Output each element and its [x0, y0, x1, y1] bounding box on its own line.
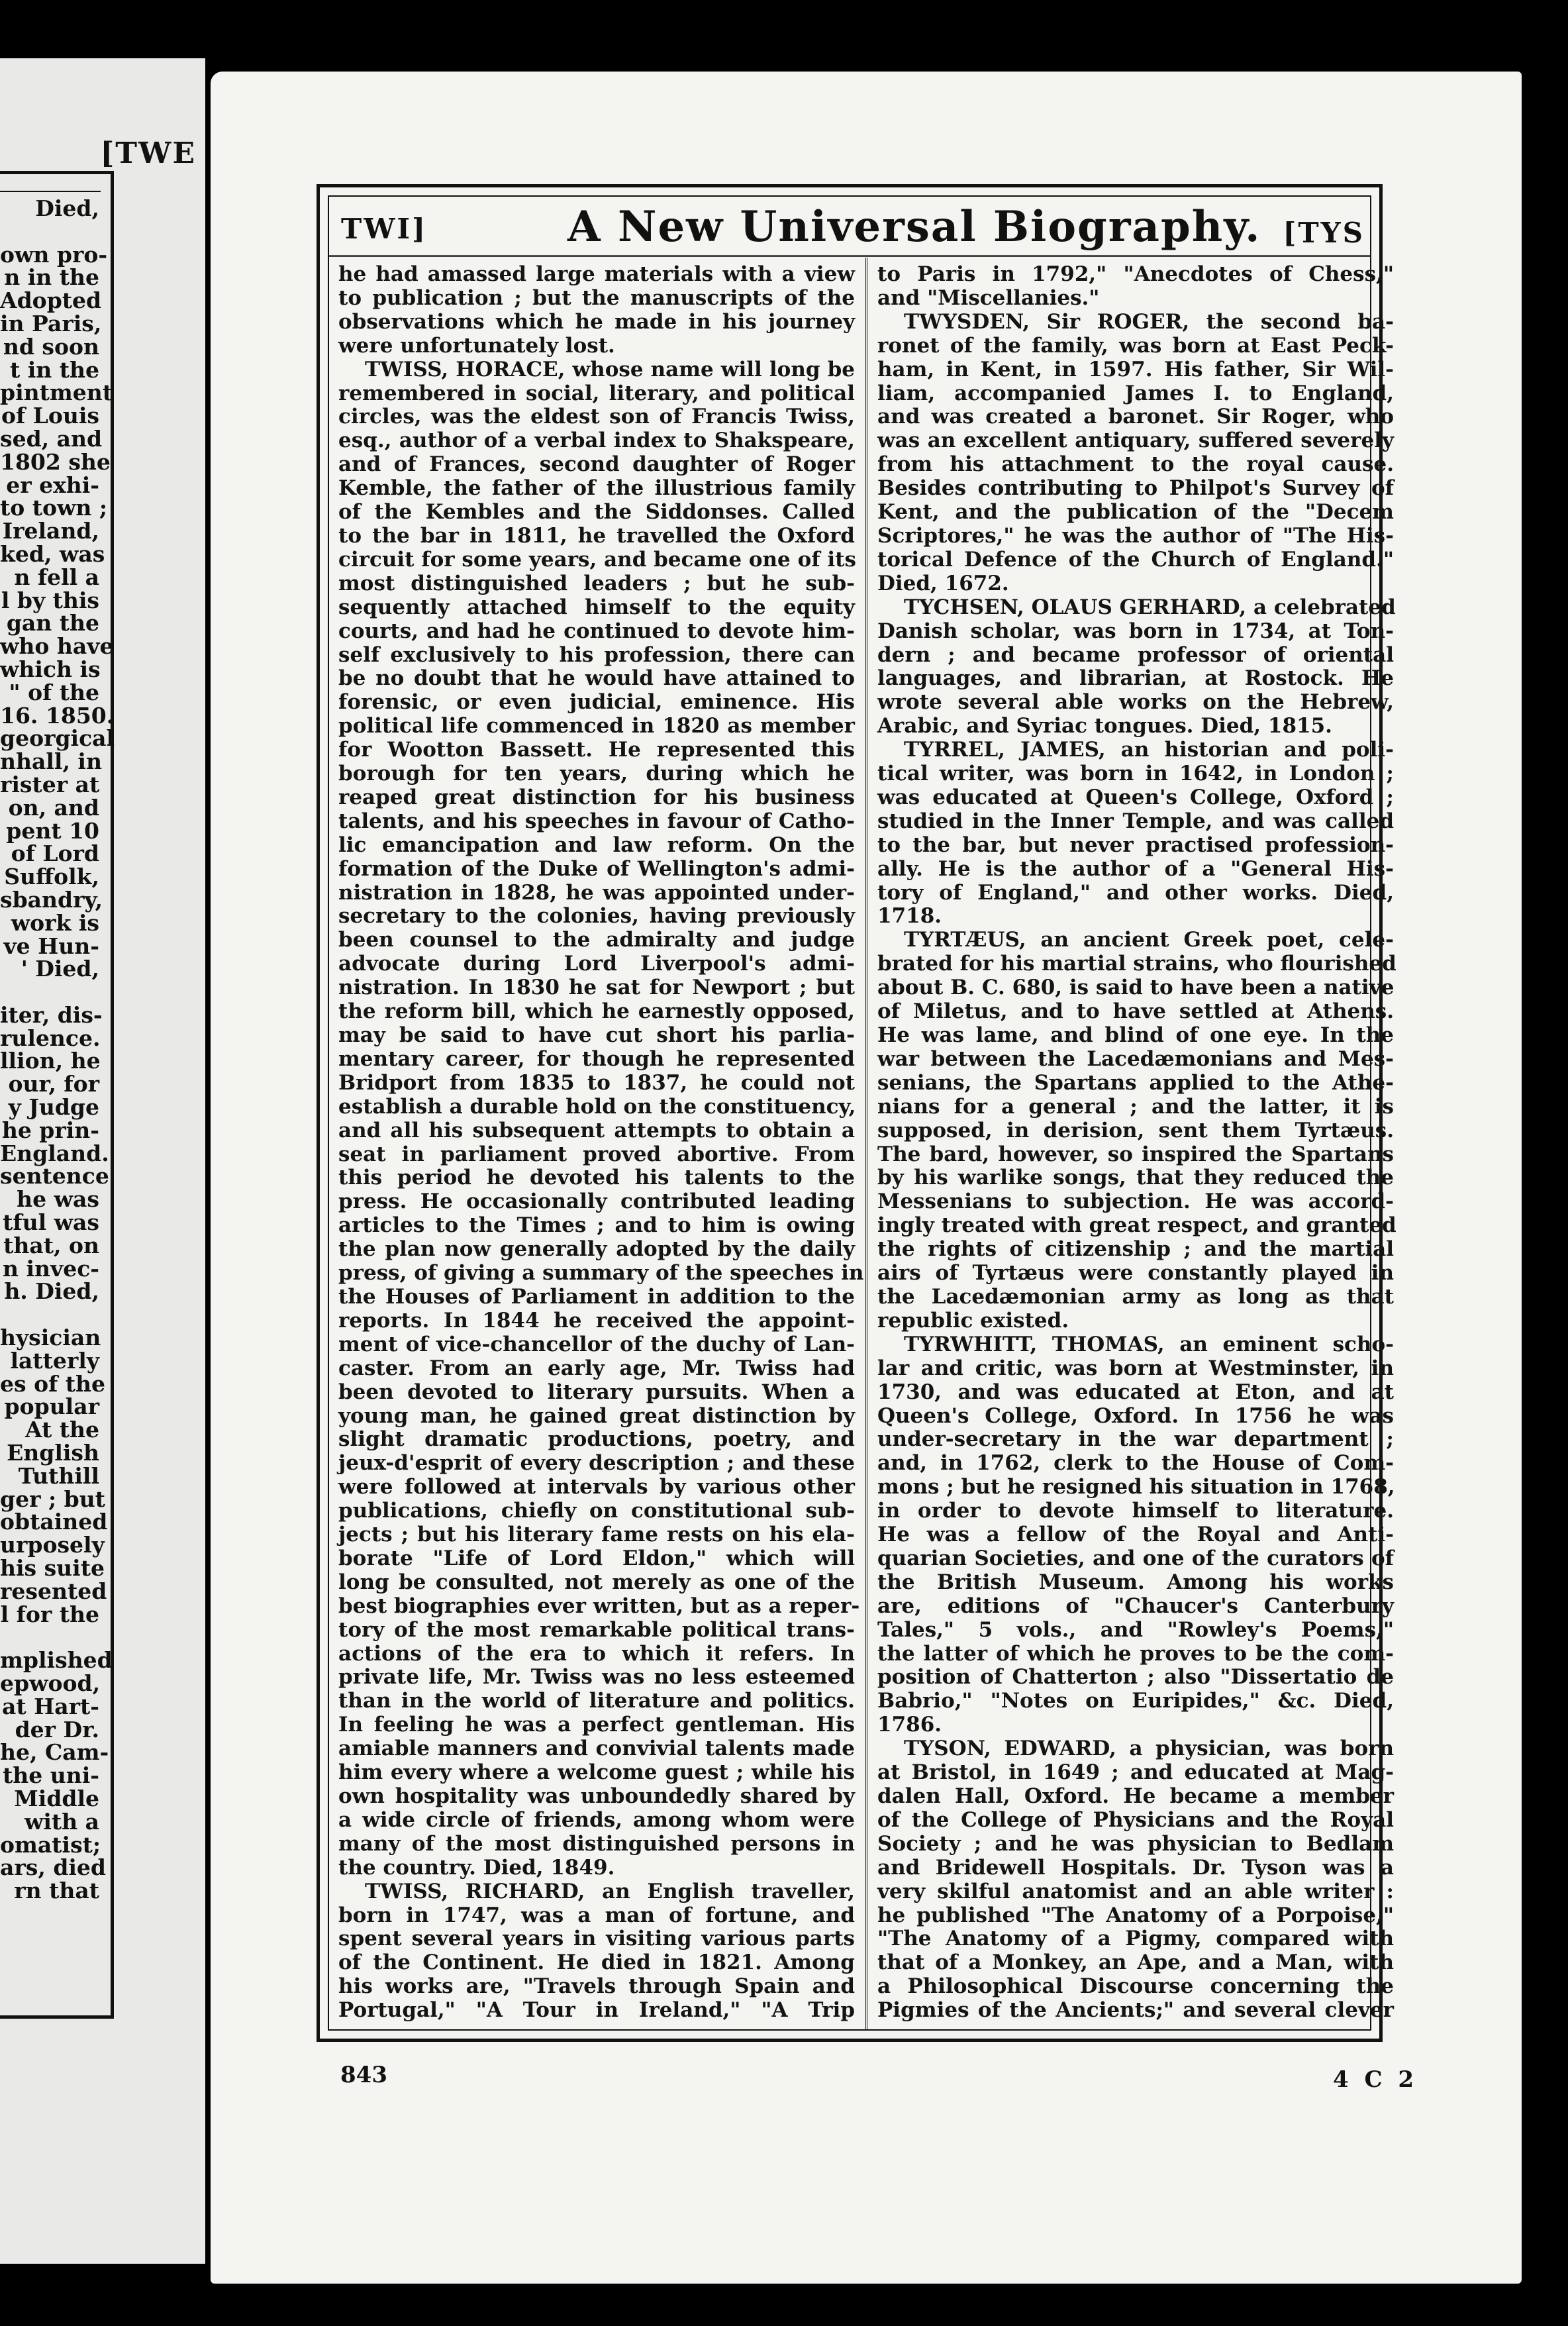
left-page-line: l by this	[1, 587, 99, 613]
right-column-line: very skilful anatomist and an able writer :	[877, 1879, 1394, 1903]
left-column-line: seat in parliament proved abortive. From	[338, 1142, 855, 1166]
page-frame	[317, 184, 1396, 2042]
right-column-line: 1786.	[877, 1713, 942, 1737]
left-page-line: he, Cam-	[0, 1739, 109, 1766]
left-column-line: to publication ; but the manuscripts of the	[338, 285, 855, 310]
left-page-line: he prin-	[1, 1117, 99, 1143]
left-page-line: sentence	[0, 1163, 109, 1189]
right-column-line: the latter of which he proves to be the com-	[877, 1641, 1394, 1666]
left-column-line: the plan now generally adopted by the daily	[338, 1237, 855, 1262]
right-column-line: at Bristol, in 1649 ; and educated at Mag-	[877, 1760, 1394, 1785]
left-column-line: reports. In 1844 he received the appoint-	[338, 1308, 855, 1333]
left-page-line: omatist;	[0, 1831, 101, 1858]
right-column-line: from his attachment to the royal cause.	[877, 452, 1394, 477]
left-column-line: most distinguished leaders ; but he sub-	[338, 571, 855, 595]
left-column-line: lic emancipation and law reform. On the	[338, 833, 855, 857]
left-page-line: er exhi-	[6, 472, 99, 498]
page-inner-frame	[328, 195, 1396, 2031]
right-column-line: was educated at Queen's College, Oxford ;	[877, 785, 1394, 809]
left-column	[338, 262, 864, 2023]
left-page-text	[0, 195, 115, 1904]
left-page-line: iter, dis-	[0, 1001, 103, 1028]
signature-mark: 4 C 2	[1333, 2066, 1418, 2093]
left-column-line: publications, chiefly on constitutional sub-	[338, 1499, 855, 1523]
right-column-line: Pigmies of the Ancients;" and several clever	[877, 1998, 1394, 2023]
left-column-line: of the Kembles and the Siddonses. Called	[338, 500, 855, 525]
right-column-line: of Miletus, and to have settled at Athens.	[877, 999, 1394, 1024]
left-column-line: and of Frances, second daughter of Roger	[338, 452, 855, 477]
right-column-line: lar and critic, was born at Westminster, in	[877, 1356, 1394, 1380]
left-page-line: rister at	[0, 771, 100, 797]
left-page-line: which is	[0, 656, 101, 682]
right-column-line: Danish scholar, was born in 1734, at Ton-	[877, 619, 1394, 643]
left-column-line: long be consulted, not merely as one of the	[338, 1570, 855, 1594]
right-column-line: tory of England," and other works. Died,	[877, 880, 1394, 905]
left-page-line: our, for	[8, 1071, 99, 1097]
left-column-line: secretary to the colonies, having previously	[338, 904, 855, 929]
left-page-line	[0, 221, 99, 244]
left-page-line: Adopted	[0, 287, 102, 314]
left-column-line: political life commenced in 1820 as member	[338, 714, 855, 738]
right-column-line: ingly treated with great respect, and granted	[877, 1213, 1396, 1238]
left-column-line: than in the world of literature and politics.	[338, 1689, 855, 1713]
left-page-line: who have	[0, 633, 114, 660]
left-column-line: his works are, "Travels through Spain and	[338, 1974, 855, 1999]
right-column-line: 1730, and was educated at Eton, and at	[877, 1380, 1394, 1404]
left-column-line: forensic, or even judicial, eminence. His	[338, 690, 855, 715]
left-column-line: been counsel to the admiralty and judge	[338, 928, 855, 952]
left-page-line	[0, 1303, 99, 1327]
right-column-line: and "Miscellanies."	[877, 285, 1100, 310]
left-column-line: remembered in social, literary, and political	[338, 381, 855, 405]
header-catchword-left: TWI]	[341, 213, 427, 245]
header-catchword-right: [TYS	[1283, 217, 1365, 249]
left-column-line: the reform bill, which he earnestly opposed,	[338, 999, 855, 1024]
left-column-line: press, of giving a summary of the speeches in	[338, 1261, 864, 1286]
left-column-line: jects ; but his literary fame rests on his ela-	[338, 1523, 855, 1547]
left-page-line: he was	[17, 1186, 99, 1213]
right-column-line: Messenians to subjection. He was accord-	[877, 1189, 1394, 1214]
right-column-line: of the College of Physicians and the Royal	[877, 1807, 1394, 1832]
left-column-line: born in 1747, was a man of fortune, and	[338, 1903, 855, 1927]
left-page-line: obtained	[0, 1509, 108, 1535]
left-column-line: of the Continent. He died in 1821. Among	[338, 1950, 855, 1975]
left-column-line: articles to the Times ; and to him is owing	[338, 1213, 855, 1238]
main-page	[211, 72, 1522, 2284]
right-column-line: brated for his martial strains, who flourished	[877, 952, 1396, 976]
left-column-line: a wide circle of friends, among whom were	[338, 1807, 855, 1832]
left-column-line: private life, Mr. Twiss was no less esteemed	[338, 1665, 855, 1690]
left-page-line: epwood,	[0, 1670, 101, 1696]
right-column-line: about B. C. 680, is said to have been a native	[877, 976, 1395, 1000]
left-page-line: ars, died	[0, 1854, 107, 1881]
right-column-line: Society ; and he was physician to Bedlam	[877, 1831, 1394, 1856]
left-column-line: esq., author of a verbal index to Shakspeare,	[338, 429, 855, 453]
right-column-line: "The Anatomy of a Pigmy, compared with	[877, 1927, 1394, 1951]
left-column-line: young man, he gained great distinction by	[338, 1403, 855, 1428]
right-column-line: He was a fellow of the Royal and Anti-	[877, 1523, 1394, 1547]
left-page-fragment	[0, 58, 205, 2264]
right-column	[877, 263, 1394, 2023]
right-column-line: TYCHSEN, OLAUS GERHARD, a celebrated	[904, 595, 1396, 619]
left-page-line: with a	[24, 1808, 99, 1835]
left-column-line: press. He occasionally contributed leading	[338, 1189, 855, 1214]
left-page-header: [TWE	[100, 136, 196, 170]
left-page-line: es of the	[0, 1370, 105, 1397]
left-column-line: formation of the Duke of Wellington's admi-	[338, 856, 855, 881]
left-page-line: l for the	[0, 1601, 99, 1627]
right-column-line: ham, in Kent, in 1597. His father, Sir Wil-	[877, 357, 1394, 381]
left-column-line: this period he devoted his talents to the	[338, 1166, 855, 1190]
right-column-line: quarian Societies, and one of the curators of	[877, 1546, 1394, 1570]
right-column-line: are, editions of "Chaucer's Canterbury	[877, 1593, 1394, 1618]
right-column-line: Tales," 5 vols., and "Rowley's Poems,"	[877, 1617, 1394, 1642]
left-column-line: best biographies ever written, but as a reper-	[338, 1593, 860, 1618]
left-page-line: y Judge	[8, 1094, 99, 1121]
left-page-line: in Paris,	[0, 310, 102, 336]
left-column-line: the Houses of Parliament in addition to the	[338, 1284, 855, 1309]
right-column-line: under-secretary in the war department ;	[877, 1427, 1394, 1452]
left-page-line: nd soon	[3, 333, 99, 360]
left-page-line: to town ;	[0, 495, 108, 521]
left-column-line: him every where a welcome guest ; while his	[338, 1760, 855, 1785]
right-column-line: and was created a baronet. Sir Roger, who	[877, 405, 1394, 429]
left-column-line: nistration in 1828, he was appointed under-	[338, 880, 855, 905]
left-page-line: his suite	[0, 1555, 105, 1582]
left-column-line: sequently attached himself to the equity	[338, 595, 855, 619]
left-page-line: " of the	[9, 679, 99, 705]
left-page-line: georgical	[0, 725, 115, 752]
right-column-line: Babrio," "Notes on Euripides," &c. Died,	[877, 1689, 1394, 1713]
left-column-line: been devoted to literary pursuits. When a	[338, 1380, 855, 1404]
left-column-line: were followed at intervals by various other	[338, 1475, 855, 1499]
left-column-line: TWISS, RICHARD, an English traveller,	[365, 1879, 855, 1903]
right-column-line: languages, and librarian, at Rostock. He	[877, 666, 1394, 691]
left-page-line	[0, 981, 99, 1004]
right-column-line: TYRWHITT, THOMAS, an eminent scho-	[904, 1332, 1394, 1356]
left-column-line: self exclusively to his profession, there can	[338, 642, 855, 667]
left-page-line: der Dr.	[15, 1716, 99, 1743]
right-column-line: tical writer, was born in 1642, in London ;	[877, 762, 1394, 786]
right-column-line: TYRREL, JAMES, an historian and poli-	[904, 738, 1394, 762]
left-page-line: work is	[11, 909, 99, 936]
right-column-line: position of Chatterton ; also "Dissertatio de	[877, 1665, 1394, 1690]
left-column-line: establish a durable hold on the constituency,	[338, 1094, 856, 1119]
left-page-line: urposely	[0, 1532, 105, 1558]
left-column-line: be no doubt that he would have attained to	[338, 666, 855, 691]
right-column-line: to the bar, but never practised profession-	[877, 833, 1394, 857]
left-page-line: of Lord	[11, 840, 99, 867]
right-column-line: airs of Tyrtæus were constantly played in	[877, 1261, 1394, 1286]
right-column-line: Arabic, and Syriac tongues. Died, 1815.	[877, 714, 1332, 738]
left-page-line: sed, and	[0, 425, 103, 452]
right-column-line: to Paris in 1792," "Anecdotes of Chess,"	[877, 262, 1394, 286]
left-column-line: many of the most distinguished persons in	[338, 1831, 855, 1856]
right-column-line: Died, 1672.	[877, 571, 1009, 595]
left-page-line: mplished	[0, 1647, 113, 1674]
left-column-line: nistration. In 1830 he sat for Newport ; but	[338, 976, 855, 1000]
column-divider	[865, 258, 867, 2029]
left-column-line: circuit for some years, and became one of its	[338, 547, 856, 572]
left-column-line: reaped great distinction for his business	[338, 785, 855, 809]
left-page-line: at Hart-	[1, 1693, 99, 1719]
right-column-line: He was lame, and blind of one eye. In the	[877, 1023, 1394, 1047]
right-column-line: dalen Hall, Oxford. He became a member	[877, 1784, 1394, 1808]
right-column-line: Kent, and the publication of the "Decem	[877, 500, 1394, 525]
right-column-line: and, in 1762, clerk to the House of Com-	[877, 1451, 1394, 1476]
left-page-line: sbandry,	[0, 886, 103, 913]
left-page-line: that, on	[3, 1232, 99, 1258]
left-column-line: talents, and his speeches in favour of Catho-	[338, 809, 855, 833]
left-page-line: ' Died,	[21, 956, 99, 982]
left-page-line: tful was	[3, 1209, 99, 1236]
left-page-line: ked, was	[0, 540, 105, 567]
left-column-line: mentary career, for though he represented	[338, 1046, 855, 1071]
left-page-line: pent 10	[6, 817, 99, 844]
right-column-line: TWYSDEN, Sir ROGER, the second ba-	[904, 309, 1394, 334]
left-page-line: Middle	[14, 1785, 99, 1811]
left-page-line: resented	[0, 1578, 107, 1604]
left-column-line: spent several years in visiting various parts	[338, 1927, 855, 1951]
right-column-line: senians, the Spartans applied to the Athe-	[877, 1070, 1394, 1095]
left-column-line: and all his subsequent attempts to obtain a	[338, 1118, 855, 1142]
right-column-line: in order to devote himself to literature.	[877, 1499, 1394, 1523]
left-page-line: nhall, in	[0, 748, 102, 775]
left-page-line: rn that	[14, 1878, 99, 1904]
right-column-line: ronet of the family, was born at East Peck-	[877, 333, 1394, 358]
left-page-line: llion, he	[0, 1048, 101, 1074]
right-column-line: torical Defence of the Church of England."	[877, 547, 1394, 572]
left-column-line: amiable manners and convivial talents made	[338, 1737, 855, 1761]
left-column-line: he had amassed large materials with a view	[338, 262, 855, 286]
right-column-line: ally. He is the author of a "General His-	[877, 856, 1394, 881]
left-page-line: h. Died,	[4, 1278, 99, 1305]
left-page-line: Tuthill	[18, 1462, 99, 1489]
left-column-line: observations which he made in his journey	[338, 309, 855, 334]
left-page-line: n invec-	[3, 1255, 99, 1282]
left-column-line: to the bar in 1811, he travelled the Oxford	[338, 523, 855, 548]
right-column-line: and Bridewell Hospitals. Dr. Tyson was a	[877, 1855, 1394, 1880]
left-page-line: English	[7, 1440, 99, 1466]
left-column-line: for Wootton Bassett. He represented this	[338, 738, 855, 762]
page-number: 843	[340, 2062, 387, 2088]
right-column-line: the Lacedæmonian army as long as that	[877, 1284, 1394, 1309]
left-page-line: ger ; but	[0, 1486, 105, 1512]
left-page-line: 16. 1850.	[0, 702, 115, 729]
left-page-line: Ireland,	[2, 518, 99, 544]
left-page-line: 1802 she	[0, 448, 111, 475]
left-column-line: own hospitality was unboundedly shared by	[338, 1784, 855, 1808]
left-column-line: In feeling he was a perfect gentleman. His	[338, 1713, 855, 1737]
left-page-line: latterly	[10, 1347, 99, 1374]
right-column-line: studied in the Inner Temple, and was called	[877, 809, 1394, 833]
left-column-line: actions of the era to which it refers. In	[338, 1641, 855, 1666]
left-page-line: of Louis	[1, 403, 99, 429]
left-column-line: Kemble, the father of the illustrious family	[338, 476, 855, 501]
left-page-line: Died,	[35, 195, 99, 221]
left-page-line: on, and	[8, 794, 99, 821]
left-page-line: Suffolk,	[4, 864, 99, 890]
right-column-line: The bard, however, so inspired the Spartans	[877, 1142, 1394, 1166]
left-column-line: tory of the most remarkable political trans-	[338, 1617, 855, 1642]
left-page-line: At the	[25, 1417, 99, 1443]
left-page-line: gan the	[6, 610, 99, 636]
left-page-line: pintment	[0, 379, 113, 406]
right-column-line: dern ; and became professor of oriental	[877, 642, 1394, 667]
right-column-line: mons ; but he resigned his situation in 1768,	[877, 1475, 1395, 1499]
left-page-line: the uni-	[3, 1762, 99, 1789]
right-column-line: Scriptores," he was the author of "The His-	[877, 523, 1394, 548]
left-column-line: caster. From an early age, Mr. Twiss had	[338, 1356, 855, 1380]
left-column-line: slight dramatic productions, poetry, and	[338, 1427, 855, 1452]
right-column-line: liam, accompanied James I. to England,	[877, 381, 1394, 405]
left-page-line: t in the	[10, 356, 99, 383]
left-column-line: ment of vice-chancellor of the duchy of Lan-	[338, 1332, 855, 1356]
left-column-line: borough for ten years, during which he	[338, 762, 855, 786]
right-column-line: 1718.	[877, 904, 942, 929]
left-page-line: rulence.	[0, 1025, 101, 1051]
left-column-line: borate "Life of Lord Eldon," which will	[338, 1546, 855, 1570]
left-page-header-rule	[0, 191, 101, 192]
left-column-line: Portugal," "A Tour in Ireland," "A Trip	[338, 1998, 855, 2023]
left-page-line: ve Hun-	[3, 933, 99, 959]
left-page-line: own pro-	[0, 241, 108, 268]
left-page-line: England.	[0, 1140, 109, 1166]
left-column-line: TWISS, HORACE, whose name will long be	[365, 357, 855, 381]
right-column-line: he published "The Anatomy of a Porpoise,"	[877, 1903, 1394, 1927]
right-column-line: a Philosophical Discourse concerning the	[877, 1974, 1394, 1999]
right-column-line: was an excellent antiquary, suffered severely	[877, 429, 1394, 453]
left-column-line: jeux-d'esprit of every description ; and these	[338, 1451, 855, 1476]
left-column-line: advocate during Lord Liverpool's admi-	[338, 952, 855, 976]
right-column-line: republic existed.	[877, 1308, 1069, 1333]
right-column-line: nians for a general ; and the latter, it is	[877, 1094, 1394, 1119]
right-column-line: Queen's College, Oxford. In 1756 he was	[877, 1403, 1394, 1428]
right-column-line: supposed, in derision, sent them Tyrtæus.	[877, 1118, 1394, 1142]
right-column-line: that of a Monkey, an Ape, and a Man, with	[877, 1950, 1394, 1975]
right-column-line: wrote several able works on the Hebrew,	[877, 690, 1394, 715]
left-page-line: hysician	[0, 1325, 101, 1351]
right-column-line: the rights of citizenship ; and the martial	[877, 1237, 1394, 1262]
left-column-line: circles, was the eldest son of Francis Twiss,	[338, 405, 855, 429]
left-column-line: the country. Died, 1849.	[338, 1855, 615, 1880]
left-page-line	[0, 1626, 99, 1649]
left-column-line: were unfortunately lost.	[338, 333, 615, 358]
header-title: A New Universal Biography.	[567, 202, 1261, 252]
left-column-line: Bridport from 1835 to 1837, he could not	[338, 1070, 855, 1095]
right-column-line: TYRTÆUS, an ancient Greek poet, cele-	[904, 928, 1394, 952]
left-page-line: n fell a	[14, 564, 99, 590]
left-page-line: popular	[4, 1393, 99, 1420]
right-column-line: Besides contributing to Philpot's Survey of	[877, 476, 1394, 501]
left-column-line: may be said to have cut short his parlia-	[338, 1023, 855, 1047]
right-column-line: TYSON, EDWARD, a physician, was born	[904, 1737, 1394, 1761]
left-page-line: n in the	[4, 264, 99, 291]
running-header	[329, 197, 1370, 257]
right-column-line: by his warlike songs, that they reduced the	[877, 1166, 1394, 1190]
left-column-line: courts, and had he continued to devote him-	[338, 619, 855, 643]
right-column-line: the British Museum. Among his works	[877, 1570, 1394, 1594]
right-column-line: war between the Lacedæmonians and Mes-	[877, 1046, 1394, 1071]
